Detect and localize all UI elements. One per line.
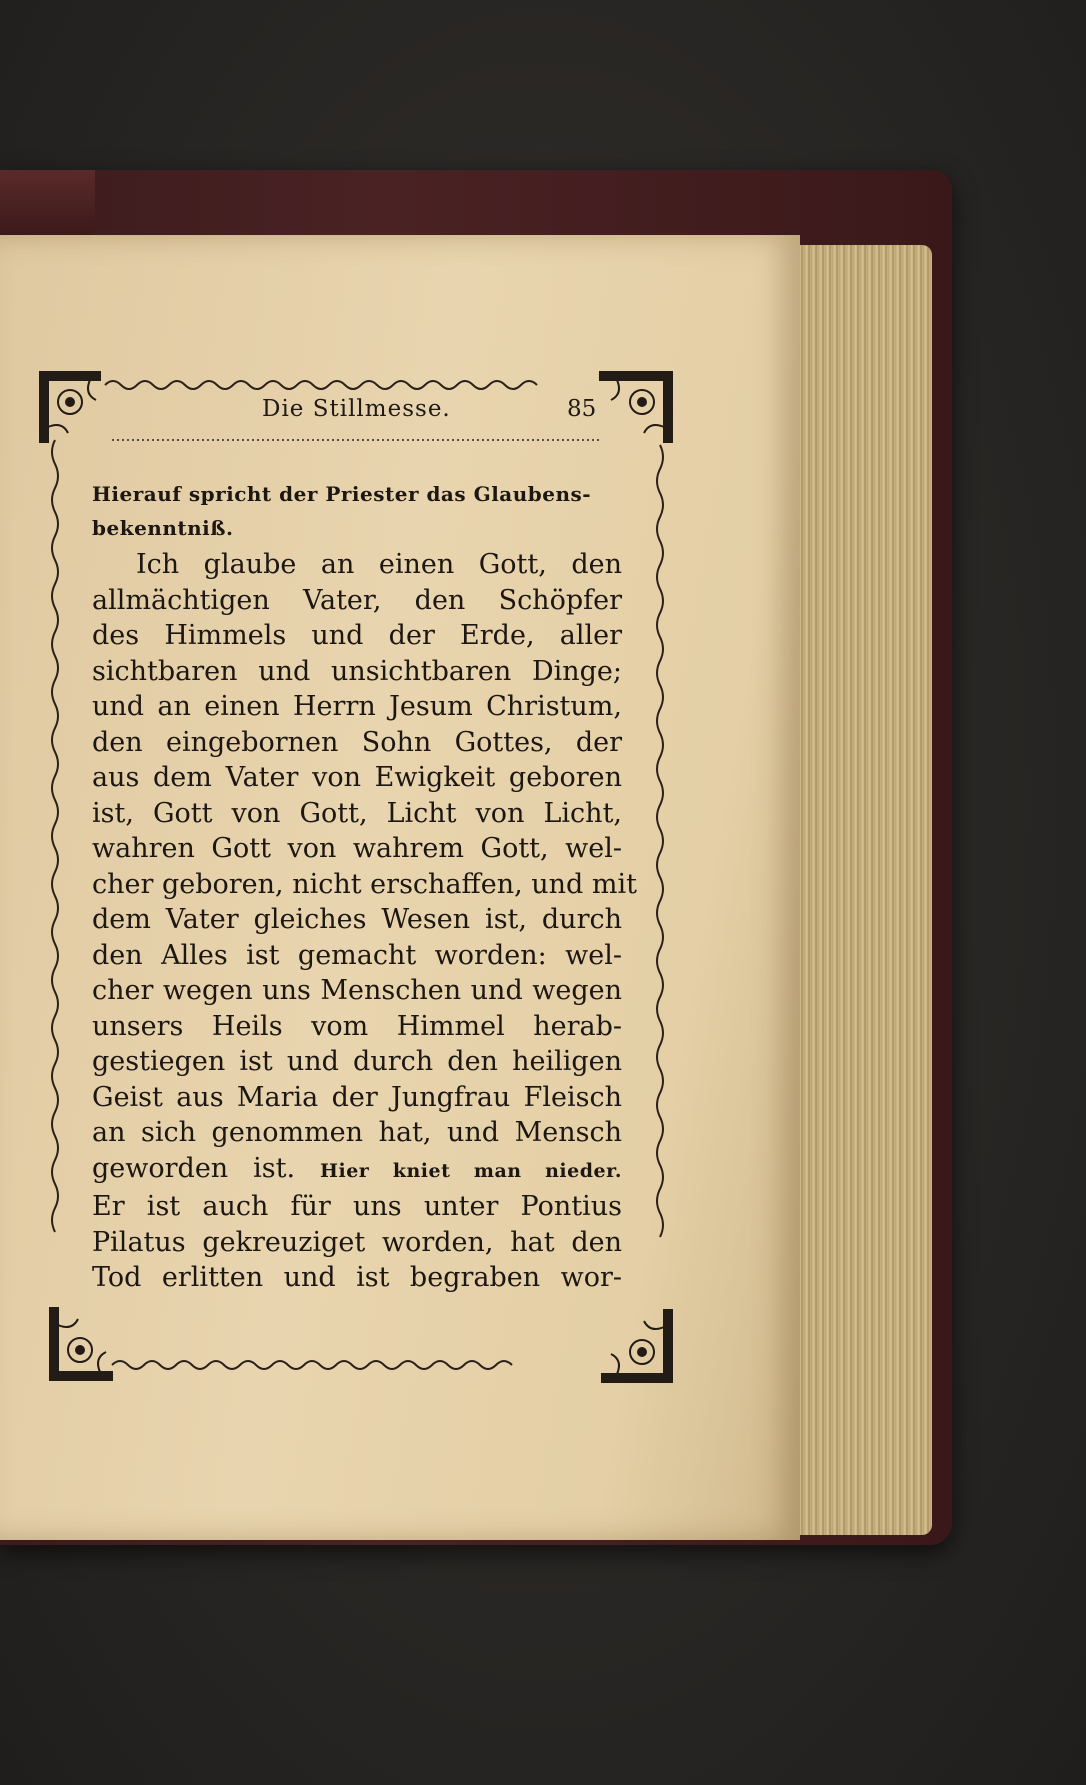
running-head-title: Die Stillmesse. [262,396,451,422]
text-line: an sich genommen hat, und Mensch [92,1117,622,1148]
text-line: wahren Gott von wahrem Gott, wel- [92,833,622,864]
text-line: Geist aus Maria der Jungfrau Fleisch [92,1081,622,1113]
text-segment: geworden ist. [92,1152,296,1184]
text-line: unsers Heils vom Himmel herab- [92,1010,622,1042]
text-line: des Himmels und der Erde, aller [92,620,622,651]
text-line: gestiegen ist und durch den heiligen [92,1046,622,1077]
page-edges [790,245,932,1535]
kneel-rubric: Hier kniet man nieder. [320,1159,622,1182]
text-line: den Alles ist gemacht worden: wel- [92,939,622,971]
creed-text [92,547,637,1296]
page-number: 85 [567,396,597,422]
text-line: und an einen Herrn Jesum Christum, [92,691,622,722]
text-line: Pilatus gekreuziget worden, hat den [92,1226,622,1258]
text-line: Ich glaube an einen Gott, den [136,549,622,580]
book-spine [0,170,95,240]
rubric-line-1: Hierauf spricht der Priester das Glaubens- [92,482,592,506]
text-line: aus dem Vater von Ewigkeit geboren [92,762,622,793]
text-line: cher geboren, nicht erschaffen, und mit [92,868,637,900]
text-line: den eingebornen Sohn Gottes, der [92,726,622,758]
text-line: cher wegen uns Menschen und wegen [92,975,622,1006]
text-line: dem Vater gleiches Wesen ist, durch [92,904,622,935]
rubric-line-2: bekenntniß. [92,516,234,540]
text-line: Tod erlitten und ist begraben wor- [92,1262,622,1293]
text-line: ist, Gott von Gott, Licht von Licht, [92,797,622,829]
rubric-instruction [92,477,632,545]
text-line: sichtbaren und unsichtbaren Dinge; [92,655,622,687]
text-line: Er ist auch für uns unter Pontius [92,1191,622,1222]
text-line-with-rubric [92,1151,622,1190]
text-line: allmächtigen Vater, den Schöpfer [92,584,622,616]
